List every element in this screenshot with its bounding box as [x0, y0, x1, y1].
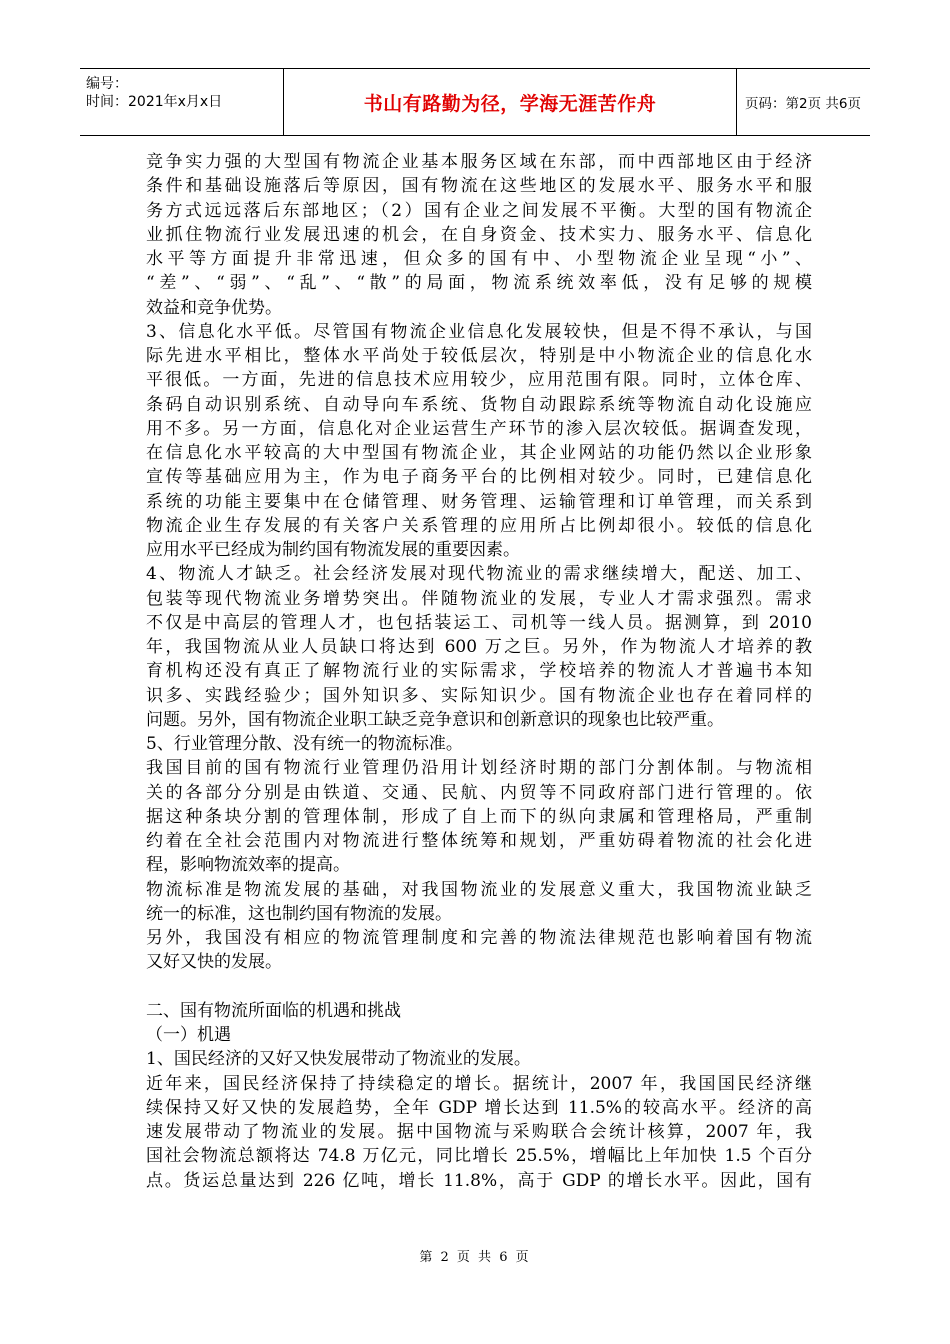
- text-line: 1、国民经济的又好又快发展带动了物流业的发展。: [146, 1049, 531, 1070]
- text-line: 4、物流人才缺乏。社会经济发展对现代物流业的需求继续增大，配送、加工、: [146, 564, 812, 585]
- text-line: 识多、实践经验少；国外知识多、实际知识少。国有物流企业也存在着同样的: [146, 685, 812, 706]
- page-footer: 第 2 页 共 6 页: [419, 1250, 531, 1265]
- text-line: 年，我国物流从业人员缺口将达到 600 万之巨。另外，作为物流人才培养的教: [146, 637, 812, 657]
- text-line: 不仅是中高层的管理人才，也包括装运工、司机等一线人员。据测算，到 2010: [146, 612, 812, 633]
- text-line: 水平等方面提升非常迅速，但众多的国有中、小型物流企业呈现“小”、: [146, 249, 812, 269]
- text-line: 条件和基础设施落后等原因，国有物流在这些地区的发展水平、服务水平和服: [146, 176, 812, 197]
- text-line: 续保持又好又快的发展趋势，全年 GDP 增长达到 11.5%的较高水平。经济的高: [146, 1097, 812, 1118]
- text-line: 应用水平已经成为制约国有物流发展的重要因素。: [146, 540, 520, 560]
- text-line: 另外，我国没有相应的物流管理制度和完善的物流法律规范也影响着国有物流: [146, 928, 812, 948]
- document-time-label: 时间：2021年x月x日: [86, 94, 223, 110]
- text-line: 物流标准是物流发展的基础，对我国物流业的发展意义重大，我国物流业缺乏: [146, 879, 812, 900]
- text-line: 业抓住物流行业发展迅速的机会，在自身资金、技术实力、服务水平、信息化: [146, 224, 812, 245]
- text-line: 物流企业生存发展的有关客户关系管理的应用所占比例却很小。较低的信息化: [146, 515, 812, 536]
- page-header: [80, 68, 870, 136]
- header-meta-cell: [80, 69, 284, 135]
- text-line: [146, 975, 812, 999]
- header-page-info: 页码：第2页 共6页: [745, 96, 861, 112]
- text-line: 条码自动识别系统、自动导向车系统、货物自动跟踪系统等物流自动化设施应: [146, 394, 812, 415]
- text-line: 3、信息化水平低。尽管国有物流企业信息化发展较快，但是不得不承认，与国: [146, 321, 812, 342]
- text-line: 速发展带动了物流业的发展。据中国物流与采购联合会统计核算，2007 年，我: [146, 1122, 812, 1142]
- text-line: 关的各部分分别是由铁道、交通、民航、内贸等不同政府部门进行管理的。依: [146, 782, 812, 803]
- text-line: 竞争实力强的大型国有物流企业基本服务区域在东部，而中西部地区由于经济: [146, 152, 812, 172]
- text-line: 系统的功能主要集中在仓储管理、财务管理、运输管理和订单管理，而关系到: [146, 491, 812, 512]
- text-line: 点。货运总量达到 226 亿吨，增长 11.8%，高于 GDP 的增长水平。因此，国有: [146, 1170, 812, 1191]
- text-line: 育机构还没有真正了解物流行业的实际需求，学校培养的物流人才普遍书本知: [146, 661, 812, 682]
- text-line: 效益和竞争优势。: [146, 297, 282, 318]
- text-line: 5、行业管理分散、没有统一的物流标准。: [146, 734, 463, 754]
- text-line: 统一的标准，这也制约国有物流的发展。: [146, 903, 452, 924]
- header-motto-cell: [284, 69, 737, 135]
- document-body: [146, 150, 812, 1193]
- text-line: 用不多。另一方面，信息化对企业运营生产环节的渗入层次较低。据调查发现，: [146, 418, 812, 439]
- text-line: （一）机遇: [146, 1025, 231, 1045]
- header-motto: 书山有路勤为径，学海无涯苦作舟: [363, 92, 657, 115]
- text-line: 近年来，国民经济保持了持续稳定的增长。据统计，2007 年，我国国民经济继: [146, 1073, 812, 1094]
- header-page-cell: [737, 69, 870, 135]
- text-line: 平很低。一方面，先进的信息技术应用较少，应用范围有限。同时，立体仓库、: [146, 370, 812, 391]
- text-line: 在信息化水平较高的大中型国有物流企业，其企业网站的功能仍然以企业形象: [146, 443, 812, 463]
- text-line: 国社会物流总额将达 74.8 万亿元，同比增长 25.5%，增幅比上年加快 1.5 个百分: [146, 1146, 812, 1167]
- text-line: 我国目前的国有物流行业管理仍沿用计划经济时期的部门分割体制。与物流相: [146, 758, 812, 779]
- text-line: 据这种条块分割的管理体制，形成了自上而下的纵向隶属和管理格局，严重制: [146, 806, 812, 827]
- text-line: 程，影响物流效率的提高。: [146, 855, 350, 876]
- text-line: 问题。另外，国有物流企业职工缺乏竞争意识和创新意识的现象也比较严重。: [146, 709, 724, 730]
- text-line: 又好又快的发展。: [146, 952, 282, 973]
- text-line: 二、国有物流所面临的机遇和挑战: [146, 1000, 401, 1021]
- document-number-label: 编号：: [86, 76, 128, 92]
- text-line: “差”、“弱”、“乱”、“散”的局面，物流系统效率低，没有足够的规模: [146, 273, 812, 294]
- text-line: 包装等现代物流业务增势突出。伴随物流业的发展，专业人才需求强烈。需求: [146, 588, 812, 609]
- text-line: 际先进水平相比，整体水平尚处于较低层次，特别是中小物流企业的信息化水: [146, 346, 812, 366]
- text-line: 宣传等基础应用为主，作为电子商务平台的比例相对较少。同时，已建信息化: [146, 467, 812, 488]
- text-line: 务方式远远落后东部地区；（2）国有企业之间发展不平衡。大型的国有物流企: [146, 200, 812, 221]
- text-line: 约着在全社会范围内对物流进行整体统筹和规划，严重妨碍着物流的社会化进: [146, 831, 812, 851]
